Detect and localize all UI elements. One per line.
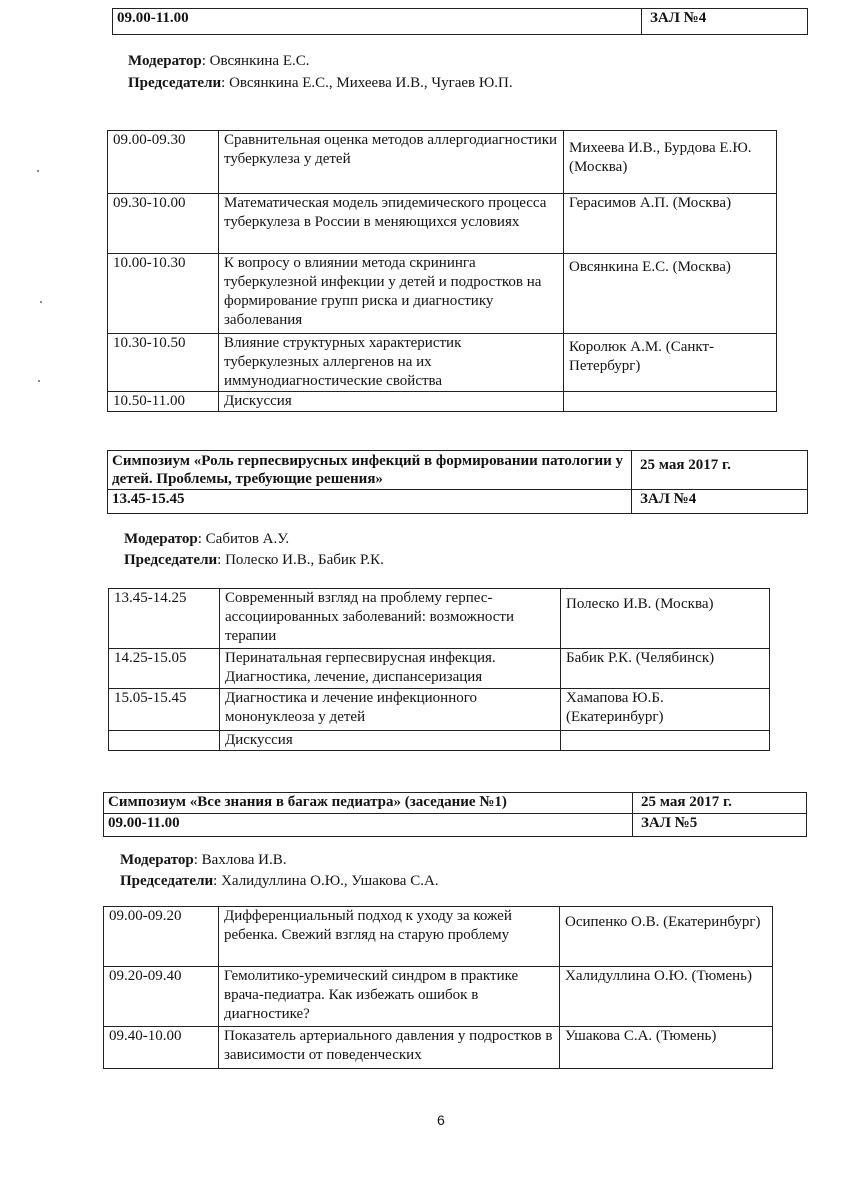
- table-row: [108, 131, 777, 194]
- title-cell: Дискуссия: [219, 392, 564, 412]
- moderator-name: : Овсянкина Е.С.: [201, 53, 310, 69]
- chairs-line: [124, 550, 384, 570]
- moderator-name: : Вахлова И.В.: [193, 852, 287, 868]
- time-cell: 09.00-09.30: [108, 131, 219, 194]
- symposium-title: Симпозиум «Роль герпесвирусных инфекций в формировании патологии у детей. Проблемы, требующие решения»: [108, 451, 632, 490]
- schedule-table-3: [103, 906, 773, 1069]
- time-cell: 10.50-11.00: [108, 392, 219, 412]
- speaker-cell: Халидуллина О.Ю. (Тюмень): [560, 967, 773, 1027]
- table-row: [108, 334, 777, 392]
- chairs-label: Председатели: [128, 75, 222, 91]
- moderator-line: [124, 529, 289, 549]
- session-hall: ЗАЛ №4: [632, 490, 808, 514]
- moderator-label: Модератор: [120, 852, 194, 868]
- symposium-title: Симпозиум «Все знания в багаж педиатра» (заседание №1): [104, 793, 633, 814]
- chairs-names: : Халидуллина О.Ю., Ушакова С.А.: [213, 873, 439, 889]
- margin-dot: [38, 380, 40, 382]
- title-cell: К вопросу о влиянии метода скрининга туберкулезной инфекции у детей и подростков на формирование групп риска и диагностику заболевания: [219, 254, 564, 334]
- symposium-date: 25 мая 2017 г.: [632, 451, 808, 490]
- time-cell: 09.20-09.40: [104, 967, 219, 1027]
- table-row: [109, 731, 770, 751]
- table-row: [104, 1027, 773, 1069]
- session-hall: ЗАЛ №4: [642, 9, 808, 35]
- margin-dot: [37, 170, 39, 172]
- speaker-cell: Хамапова Ю.Б. (Екатеринбург): [561, 689, 770, 731]
- speaker-cell: [564, 392, 777, 412]
- session-time: 09.00-11.00: [104, 814, 633, 837]
- margin-dot: [40, 301, 42, 303]
- table-row: [109, 589, 770, 649]
- chairs-label: Председатели: [120, 873, 214, 889]
- time-cell: 15.05-15.45: [109, 689, 220, 731]
- table-row: [108, 392, 777, 412]
- table-row: [109, 689, 770, 731]
- time-cell: 09.30-10.00: [108, 194, 219, 254]
- moderator-line: [120, 850, 286, 870]
- title-cell: Современный взгляд на проблему герпес-ассоциированных заболеваний: возможности терапии: [220, 589, 561, 649]
- title-cell: Сравнительная оценка методов аллергодиагностики туберкулеза у детей: [219, 131, 564, 194]
- time-cell: [109, 731, 220, 751]
- table-row: [108, 194, 777, 254]
- time-cell: 14.25-15.05: [109, 649, 220, 689]
- title-cell: Математическая модель эпидемического процесса туберкулеза в России в меняющихся условиях: [219, 194, 564, 254]
- session-hall: ЗАЛ №5: [633, 814, 807, 837]
- chairs-line: [128, 73, 513, 93]
- session-header-3: [103, 792, 807, 837]
- title-cell: Дискуссия: [220, 731, 561, 751]
- table-row: [104, 967, 773, 1027]
- session-header-1: [112, 8, 808, 35]
- session-time: 09.00-11.00: [113, 9, 642, 35]
- title-cell: Гемолитико-уремический синдром в практике врача-педиатра. Как избежать ошибок в диагностике?: [219, 967, 560, 1027]
- speaker-cell: Бабик Р.К. (Челябинск): [561, 649, 770, 689]
- speaker-cell: Михеева И.В., Бурдова Е.Ю. (Москва): [564, 131, 777, 194]
- moderator-name: : Сабитов А.У.: [197, 531, 290, 547]
- title-cell: Показатель артериального давления у подростков в зависимости от поведенческих: [219, 1027, 560, 1069]
- time-cell: 09.00-09.20: [104, 907, 219, 967]
- symposium-date: 25 мая 2017 г.: [633, 793, 807, 814]
- table-row: [108, 254, 777, 334]
- moderator-label: Модератор: [128, 53, 202, 69]
- chairs-label: Председатели: [124, 552, 218, 568]
- moderator-line: [128, 51, 310, 71]
- time-cell: 10.30-10.50: [108, 334, 219, 392]
- speaker-cell: Королюк А.М. (Санкт-Петербург): [564, 334, 777, 392]
- speaker-cell: Ушакова С.А. (Тюмень): [560, 1027, 773, 1069]
- time-cell: 10.00-10.30: [108, 254, 219, 334]
- speaker-cell: Осипенко О.В. (Екатеринбург): [560, 907, 773, 967]
- chairs-names: : Полеско И.В., Бабик Р.К.: [217, 552, 384, 568]
- session-time: 13.45-15.45: [108, 490, 632, 514]
- session-header-2: [107, 450, 808, 514]
- speaker-cell: Овсянкина Е.С. (Москва): [564, 254, 777, 334]
- speaker-cell: Полеско И.В. (Москва): [561, 589, 770, 649]
- table-row: [104, 907, 773, 967]
- moderator-label: Модератор: [124, 531, 198, 547]
- page-number: 6: [437, 1112, 445, 1128]
- table-row: [109, 649, 770, 689]
- speaker-cell: Герасимов А.П. (Москва): [564, 194, 777, 254]
- title-cell: Дифференциальный подход к уходу за кожей ребенка. Свежий взгляд на старую проблему: [219, 907, 560, 967]
- title-cell: Влияние структурных характеристик туберкулезных аллергенов на их иммунодиагностические свойства: [219, 334, 564, 392]
- speaker-cell: [561, 731, 770, 751]
- chairs-line: [120, 871, 439, 891]
- chairs-names: : Овсянкина Е.С., Михеева И.В., Чугаев Ю.П.: [221, 75, 513, 91]
- title-cell: Перинатальная герпесвирусная инфекция. Диагностика, лечение, диспансеризация: [220, 649, 561, 689]
- title-cell: Диагностика и лечение инфекционного мононуклеоза у детей: [220, 689, 561, 731]
- time-cell: 09.40-10.00: [104, 1027, 219, 1069]
- time-cell: 13.45-14.25: [109, 589, 220, 649]
- schedule-table-1: [107, 130, 777, 412]
- schedule-table-2: [108, 588, 770, 751]
